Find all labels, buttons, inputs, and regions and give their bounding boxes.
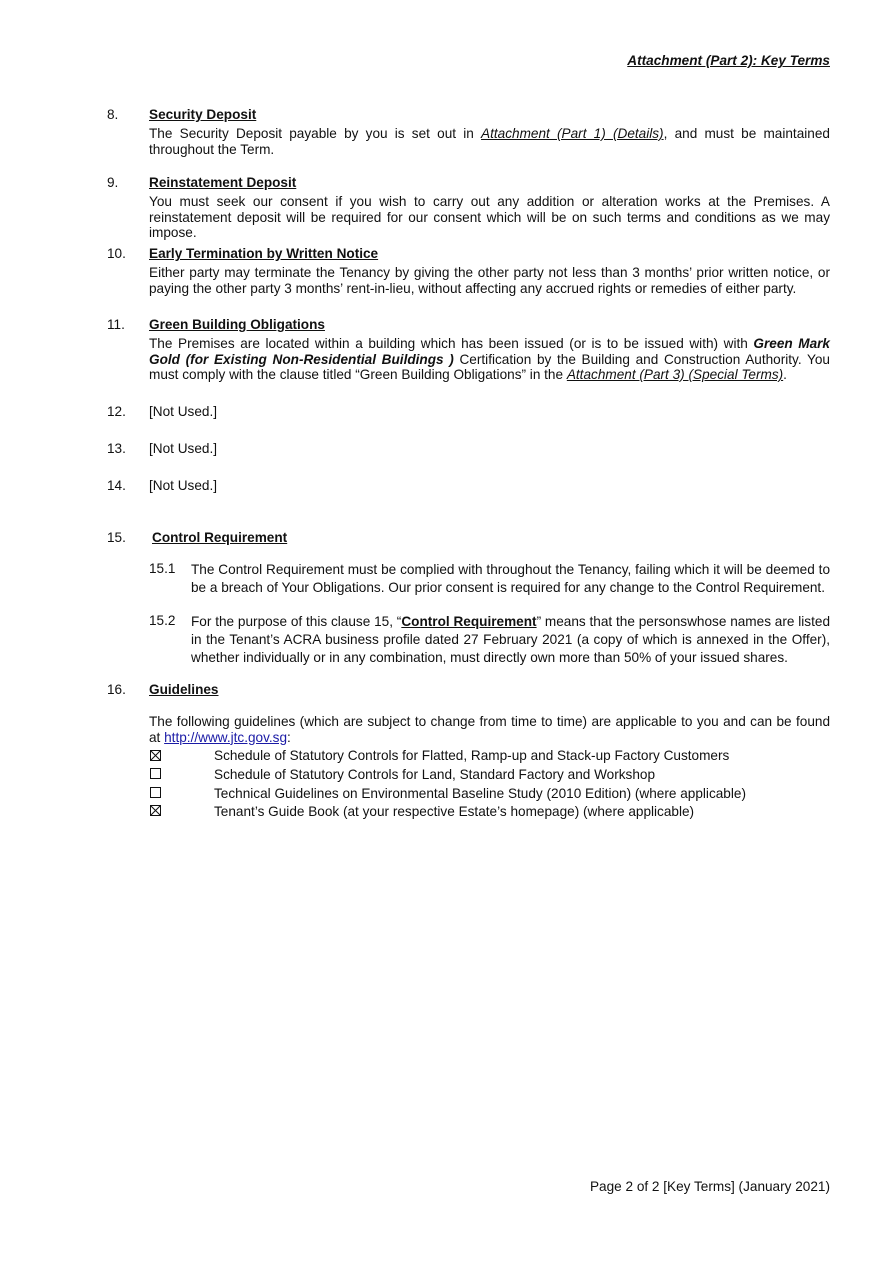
clause-number: 12.	[107, 404, 126, 419]
guideline-checkbox[interactable]	[150, 805, 161, 816]
guideline-checkbox[interactable]	[150, 768, 161, 779]
clause-number: 11.	[107, 317, 125, 332]
header-title: Attachment (Part 2): Key Terms	[627, 53, 830, 68]
clause-number: 16.	[107, 682, 126, 697]
subclause-number: 15.1	[149, 561, 176, 576]
green-mark-certification: Green Mark Gold (for Existing Non-Residential Buildings )	[149, 336, 830, 367]
clause-heading: Reinstatement Deposit	[149, 175, 297, 190]
clause-text: [Not Used.]	[149, 404, 217, 419]
clause-heading: Early Termination by Written Notice	[149, 246, 379, 261]
clause-text: [Not Used.]	[149, 478, 217, 493]
defined-term: Control Requirement	[401, 614, 537, 629]
clause-text: The Premises are located within a building which has been issued (or is to be issued with) with Green Mark Gold (for Existing Non-Residential Buildings ) Certification by the Building and Construction Authority. You must comply with the clause titled “Green Building Obligations” in the Attachment (Part 3) (Special Terms).	[149, 336, 830, 382]
clause-number: 13.	[107, 441, 126, 456]
clause-number: 10.	[107, 246, 126, 261]
clause-number: 14.	[107, 478, 126, 493]
subclause-number: 15.2	[149, 613, 176, 628]
attachment-part1-link[interactable]: Attachment (Part 1) (Details)	[481, 126, 664, 141]
clause-heading: Control Requirement	[152, 530, 288, 545]
jtc-website-link[interactable]: http://www.jtc.gov.sg	[164, 729, 288, 745]
guideline-label: Schedule of Statutory Controls for Land, Standard Factory and Workshop	[214, 767, 656, 782]
attachment-part3-link[interactable]: Attachment (Part 3) (Special Terms)	[566, 367, 784, 382]
clause-text: The following guidelines (which are subject to change from time to time) are applicable to you and can be found at http://www.jtc.gov.sg:	[149, 714, 830, 745]
clause-heading: Green Building Obligations	[149, 317, 325, 332]
clause-text: The Security Deposit payable by you is set out in Attachment (Part 1) (Details), and must be maintained throughout the Term.	[149, 126, 830, 157]
clause-number: 15.	[107, 530, 126, 545]
guideline-label: Technical Guidelines on Environmental Baseline Study (2010 Edition) (where applicable)	[214, 786, 746, 801]
check-x-icon	[151, 751, 160, 760]
clause-text: Either party may terminate the Tenancy by giving the other party not less than 3 months’ prior written notice, or paying the other party 3 months’ rent-in-lieu, without affecting any accrued rights or remedies of either party.	[149, 265, 830, 296]
clause-heading: Security Deposit	[149, 107, 257, 122]
clause-number: 9.	[107, 175, 119, 190]
subclause-text: For the purpose of this clause 15, “Control Requirement” means that the personswhose names are listed in the Tenant’s ACRA business profile dated 27 February 2021 (a copy of which is annexed in the Offer), whether individually or in any combination, must directly own more than 50% of your issued shares.	[191, 614, 831, 665]
guideline-label: Tenant’s Guide Book (at your respective Estate’s homepage) (where applicable)	[214, 804, 695, 819]
guideline-label: Schedule of Statutory Controls for Flatted, Ramp-up and Stack-up Factory Customers	[214, 748, 730, 763]
check-x-icon	[151, 806, 160, 815]
guideline-checkbox[interactable]	[150, 750, 161, 761]
subclause-text: The Control Requirement must be complied with throughout the Tenancy, failing which it will be deemed to be a breach of Your Obligations. Our prior consent is required for any change to the Control Requirement.	[191, 562, 830, 595]
page-footer: Page 2 of 2 [Key Terms] (January 2021)	[589, 1179, 830, 1194]
clause-number: 8.	[107, 107, 119, 122]
clause-text: You must seek our consent if you wish to carry out any addition or alteration works at the Premises. A reinstatement deposit will be required for our consent which will be on such terms and conditions as we may impose.	[149, 194, 830, 240]
guideline-checkbox[interactable]	[150, 787, 161, 798]
clause-text: [Not Used.]	[149, 441, 217, 456]
clause-heading: Guidelines	[149, 682, 219, 697]
